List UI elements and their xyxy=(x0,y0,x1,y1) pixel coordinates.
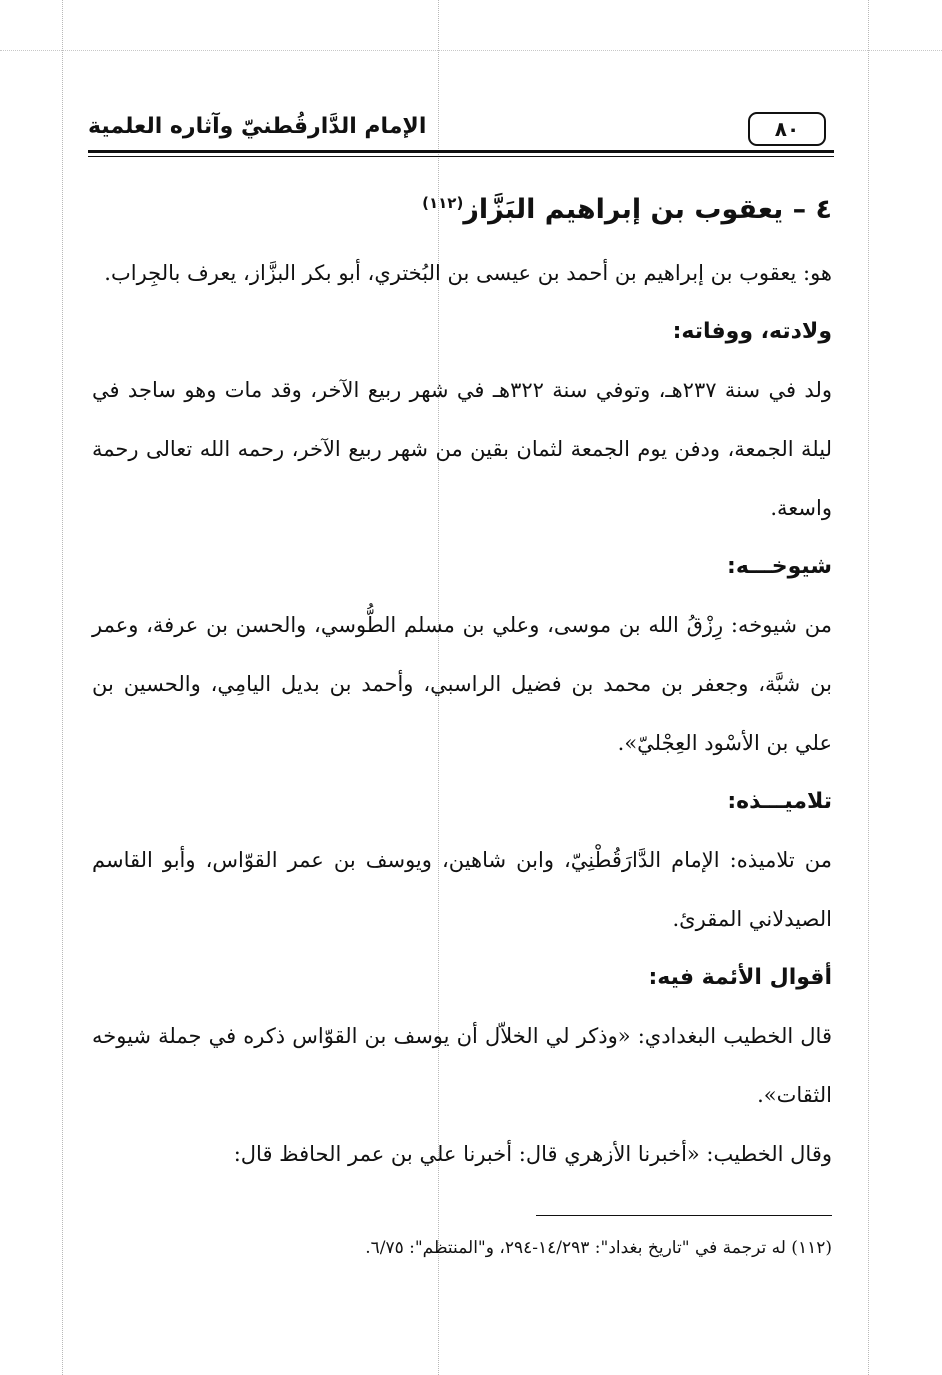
entry-heading-text: ٤ – يعقوب بن إبراهيم البَزَّاز xyxy=(463,194,832,225)
scan-guide-right xyxy=(868,0,869,1375)
section-title-scholars-opinions: أقوال الأئمة فيه: xyxy=(648,965,832,990)
section-text-birth-death: ولد في سنة ٢٣٧هـ، وتوفي سنة ٣٢٢هـ في شهر ربيع الآخر، وقد مات وهو ساجد في ليلة الجمعة، ودفن يوم الجمعة لثمان بقين من شهر ربيع الآخر، رحمه الله تعالى رحمة واسعة. xyxy=(92,378,832,520)
section-title-teachers: شيوخـــه: xyxy=(727,554,832,579)
section-title-birth-death: ولادته، ووفاته: xyxy=(672,319,832,344)
header-rule-thin xyxy=(88,156,834,157)
header-rule-thick xyxy=(88,150,834,153)
section-text-scholars-opinions: قال الخطيب البغدادي: «وذكر لي الخلاّل أن يوسف بن القوّاس ذكره في جملة شيوخه الثقات». xyxy=(92,1024,832,1107)
footnote: (١١٢) له ترجمة في "تاريخ بغداد": ١٤/٢٩٣-٢٩٤، و"المنتظم": ٦/٧٥. xyxy=(365,1238,832,1258)
footnote-reference[interactable]: (١١٢) xyxy=(422,194,464,212)
scan-guide-left xyxy=(62,0,63,1375)
page-header xyxy=(88,108,834,154)
page-number-badge: ٨٠ xyxy=(748,112,826,146)
section-title-students: تلاميـــذه: xyxy=(727,789,832,814)
page-content xyxy=(92,180,832,1184)
running-title: الإمام الدَّارقُطنيّ وآثاره العلمية xyxy=(88,114,427,139)
entry-heading xyxy=(92,180,832,244)
entry-intro: هو: يعقوب بن إبراهيم بن أحمد بن عيسى بن البُختري، أبو بكر البزَّاز، يعرف بالجِراب. xyxy=(104,261,832,285)
scan-guide-top xyxy=(0,50,942,51)
footnote-separator xyxy=(536,1215,832,1216)
section-text-students: من تلاميذه: الإمام الدَّارَقُطْنِيّ، وابن شاهين، ويوسف بن عمر القوّاس، وأبو القاسم الصيدلاني المقرئ. xyxy=(92,848,832,931)
continuation-line: وقال الخطيب: «أخبرنا الأزهري قال: أخبرنا علي بن عمر الحافظ قال: xyxy=(233,1142,832,1166)
section-text-teachers: من شيوخه: رِزْقُ الله بن موسى، وعلي بن مسلم الطُّوسي، والحسن بن عرفة، وعمر بن شبَّة، وجعفر بن محمد بن فضيل الراسبي، وأحمد بن بديل اليامِي، والحسين بن علي بن الأسْود العِجْليّ». xyxy=(92,613,832,755)
